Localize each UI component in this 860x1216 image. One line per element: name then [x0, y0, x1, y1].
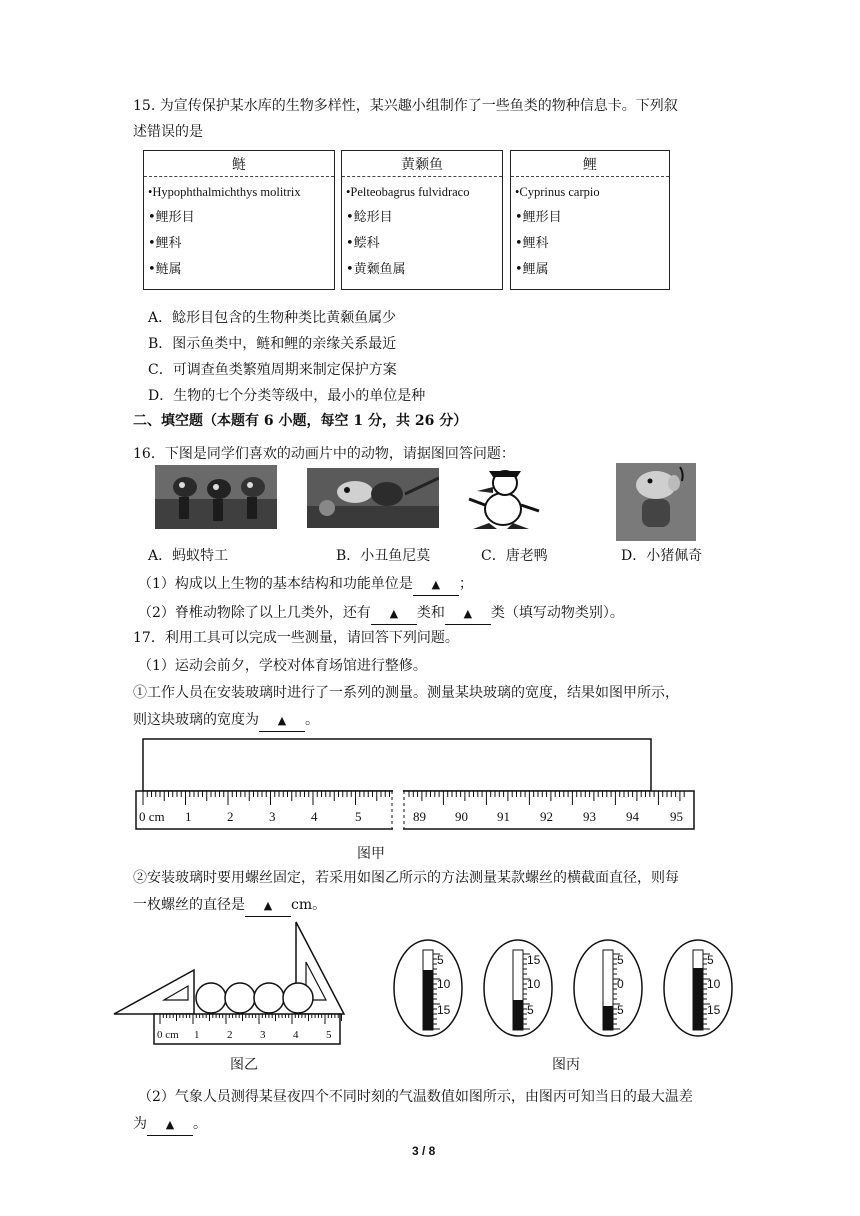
svg-text:5: 5	[617, 953, 624, 967]
species-card-yellow-catfish	[341, 150, 503, 290]
card-family: •鲿科	[346, 236, 380, 251]
card-order: •鲤形目	[515, 210, 562, 225]
ruler-label: 1	[194, 1029, 200, 1041]
q15-stem-line2: 述错误的是	[133, 124, 203, 140]
thermometer-4	[664, 940, 732, 1036]
ruler-label: 1	[185, 809, 192, 824]
svg-text:10: 10	[527, 977, 541, 991]
svg-text:5: 5	[527, 1003, 534, 1017]
card-title: 黄颡鱼	[342, 151, 502, 177]
thermometer-3	[574, 940, 642, 1036]
q17-sub2-line2: 为 ▲ 。	[133, 1114, 207, 1136]
caption-a: A．蚂蚁特工	[148, 548, 229, 564]
thermometer-2	[484, 940, 552, 1036]
q15-stem-line1: 15. 为宣传保护某水库的生物多样性，某兴趣小组制作了一些鱼类的物种信息卡。下列叙	[133, 98, 678, 114]
ruler-label: 94	[626, 809, 639, 824]
species-card-silver-carp	[143, 150, 335, 290]
answer-blank[interactable]: ▲	[245, 895, 291, 917]
card-latin: •Cyprinus carpio	[515, 185, 600, 199]
ruler-label: 2	[227, 1029, 233, 1041]
ruler-label: 0 cm	[139, 809, 165, 824]
ant-bully-image	[155, 465, 277, 529]
svg-text:15: 15	[527, 953, 541, 967]
ruler-label: 91	[497, 809, 510, 824]
thermometer-1	[394, 940, 462, 1036]
q16-sub1: （1）构成以上生物的基本结构和功能单位是 ▲ ；	[138, 574, 473, 596]
caption-d: D．小猪佩奇	[621, 548, 703, 564]
q17-item2-line1: ②安装玻璃时要用螺丝固定，若采用如图乙所示的方法测量某款螺丝的横截面直径，则每	[133, 870, 679, 886]
svg-text:0: 0	[617, 977, 624, 991]
species-card-common-carp	[510, 150, 670, 290]
q17-stem: 17．利用工具可以完成一些测量，请回答下列问题。	[133, 630, 459, 646]
ruler-label: 93	[583, 809, 596, 824]
ruler-label: 4	[311, 809, 318, 824]
q16-stem: 16．下图是同学们喜欢的动画片中的动物，请据图回答问题：	[133, 446, 515, 462]
nemo-image	[307, 468, 439, 528]
svg-text:10: 10	[437, 977, 451, 991]
svg-text:10: 10	[707, 977, 721, 991]
answer-blank[interactable]: ▲	[413, 574, 459, 596]
donald-duck-image	[463, 465, 545, 533]
ruler-label: 2	[227, 809, 234, 824]
ruler-label: 90	[455, 809, 468, 824]
figure-jia-label: 图甲	[357, 846, 385, 862]
caption-c: C．唐老鸭	[481, 548, 548, 564]
q15-option-b: B．图示鱼类中，鲢和鲤的亲缘关系最近	[148, 336, 397, 352]
answer-blank[interactable]: ▲	[371, 603, 417, 625]
card-genus: •鲤属	[515, 262, 549, 277]
ruler-label: 89	[413, 809, 426, 824]
q17-item1-line2: 则这块玻璃的宽度为 ▲ 。	[133, 710, 319, 732]
card-title: 鲤	[511, 151, 669, 177]
figure-yi-label: 图乙	[230, 1057, 258, 1073]
ruler-label: 5	[326, 1029, 332, 1041]
page-number: 3 / 8	[412, 1144, 436, 1158]
answer-blank[interactable]: ▲	[445, 603, 491, 625]
ruler-label: 92	[540, 809, 553, 824]
card-title: 鲢	[144, 151, 334, 177]
ruler-label: 0 cm	[157, 1029, 179, 1041]
card-family: •鲤科	[515, 236, 549, 251]
ruler-label: 3	[269, 809, 276, 824]
figure-bing-label: 图丙	[552, 1057, 580, 1073]
ruler-label: 4	[293, 1029, 299, 1041]
svg-text:15: 15	[707, 1003, 721, 1017]
card-order: •鲤形目	[148, 210, 195, 225]
card-latin: •Pelteobagrus fulvidraco	[346, 185, 470, 199]
ruler-label: 3	[260, 1029, 266, 1041]
card-latin: •Hypophthalmichthys molitrix	[148, 185, 301, 199]
card-genus: •鲢属	[148, 262, 182, 277]
svg-text:5: 5	[707, 953, 714, 967]
card-family: •鲤科	[148, 236, 182, 251]
ruler-label: 95	[670, 809, 683, 824]
q17-sub1: （1）运动会前夕，学校对体育场馆进行整修。	[138, 658, 427, 674]
section-heading: 二、填空题（本题有 6 小题，每空 1 分，共 26 分）	[133, 413, 468, 429]
answer-blank[interactable]: ▲	[259, 710, 305, 732]
ruler-label: 5	[355, 809, 362, 824]
q16-sub2: （2）脊椎动物除了以上几类外，还有 ▲ 类和 ▲ 类（填写动物类别）。	[138, 603, 624, 625]
svg-text:5: 5	[617, 1003, 624, 1017]
caption-b: B．小丑鱼尼莫	[336, 548, 431, 564]
svg-text:15: 15	[437, 1003, 451, 1017]
figure-jia-ruler	[130, 735, 700, 835]
q17-item2-line2: 一枚螺丝的直径是 ▲ cm。	[133, 895, 326, 917]
q17-sub2-line1: （2）气象人员测得某昼夜四个不同时刻的气温数值如图所示，由图丙可知当日的最大温差	[138, 1089, 693, 1105]
q17-item1-line1: ①工作人员在安装玻璃时进行了一系列的测量。测量某块玻璃的宽度，结果如图甲所示，	[133, 685, 679, 701]
peppa-pig-image	[616, 463, 696, 541]
card-genus: •黄颡鱼属	[346, 262, 406, 277]
card-order: •鲶形目	[346, 210, 393, 225]
figure-yi-screws	[112, 918, 348, 1048]
figure-bing-thermometers	[385, 938, 745, 1038]
q15-option-a: A．鲶形目包含的生物种类比黄颡鱼属少	[148, 310, 397, 326]
answer-blank[interactable]: ▲	[147, 1114, 193, 1136]
svg-text:5: 5	[437, 953, 444, 967]
q15-option-d: D．生物的七个分类等级中，最小的单位是种	[148, 388, 426, 404]
q15-option-c: C．可调查鱼类繁殖周期来制定保护方案	[148, 362, 397, 378]
